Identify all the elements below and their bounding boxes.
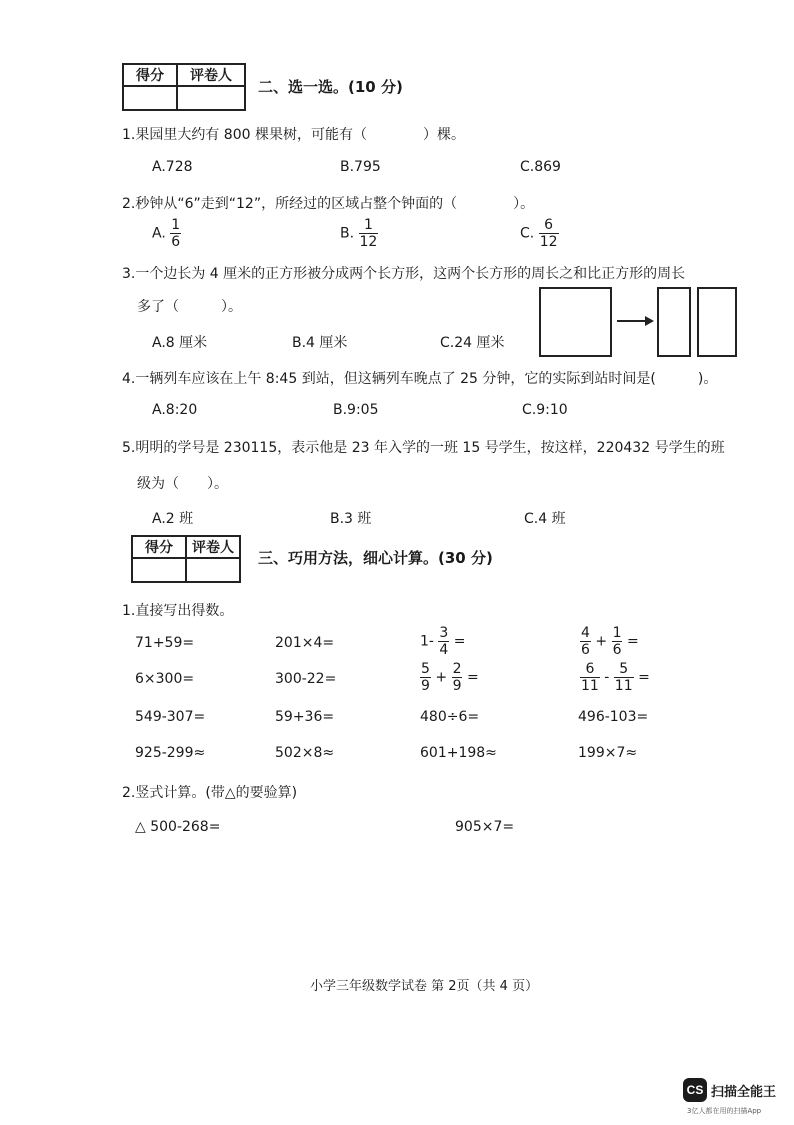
question-1-stem: 1.果园里大约有 800 棵果树，可能有（ ）棵。 [122, 127, 465, 143]
calc-item-fraction [420, 626, 466, 657]
question-2-stem: 2.秒钟从“6”走到“12”，所经过的区域占整个钟面的（ ）。 [122, 196, 535, 212]
vertical-calc-item: 905×7= [455, 819, 515, 835]
question-1-option-b: B.795 [340, 159, 381, 175]
calc-item: 59+36= [275, 709, 335, 725]
score-table-section2 [122, 63, 246, 111]
vertical-calc-item: △ 500-268= [135, 819, 221, 835]
calc-item: 496-103= [578, 709, 649, 725]
question-4-option-a: A.8:20 [152, 402, 198, 418]
operator: - [604, 669, 610, 686]
denominator: 6 [581, 642, 590, 658]
denominator: 11 [614, 678, 633, 694]
fraction [420, 662, 431, 693]
denominator: 11 [581, 678, 599, 694]
fraction [614, 662, 634, 693]
calc-item-fraction [580, 626, 639, 657]
question-3-stem-line1: 3.一个边长为 4 厘米的正方形被分成两个长方形，这两个长方形的周长之和比正方形的周长 [122, 266, 686, 282]
question-3-option-b: B.4 厘米 [292, 335, 348, 351]
grader-cell[interactable] [186, 558, 240, 582]
grader-label: 评卷人 [186, 536, 240, 558]
question-5-stem-line1: 5.明明的学号是 230115，表示他是 23 年入学的一班 15 号学生，按这样，220432 号学生的班 [122, 440, 725, 456]
question-5-option-c: C.4 班 [524, 511, 566, 527]
question-5-option-a: A.2 班 [152, 511, 194, 527]
question-1-option-c: C.869 [520, 159, 561, 175]
calc-prefix: 1- [420, 633, 434, 650]
denominator: 6 [612, 642, 622, 658]
calc-item: 6×300= [135, 671, 195, 687]
numerator: 3 [439, 625, 449, 641]
question-2-option-c [520, 218, 559, 249]
fraction [359, 218, 379, 249]
watermark-tagline: 3亿人都在用的扫描App [687, 1107, 762, 1115]
rectangle-figure-right [697, 287, 737, 357]
numerator: 6 [585, 661, 595, 677]
fraction [580, 626, 591, 657]
question-3-option-c: C.24 厘米 [440, 335, 505, 351]
numerator: 5 [619, 661, 629, 677]
camscanner-logo-icon: CS [683, 1078, 707, 1102]
score-label: 得分 [132, 536, 186, 558]
equals-sign: = [453, 633, 466, 650]
score-table-section3 [131, 535, 241, 583]
rectangle-figure-left [657, 287, 691, 357]
grader-cell[interactable] [177, 86, 245, 110]
denominator: 4 [439, 642, 449, 658]
fraction [539, 218, 559, 249]
question-3-stem-line2: 多了（ ）。 [137, 299, 242, 315]
watermark-brand: 扫描全能王 [711, 1085, 777, 1100]
numerator: 1 [612, 625, 622, 641]
calc-item: 549-307= [135, 709, 206, 725]
arrow-right-icon [645, 316, 654, 326]
numerator: 4 [581, 625, 590, 641]
section3-title: 三、巧用方法，细心计算。(30 分) [258, 549, 493, 567]
grader-label: 评卷人 [177, 64, 245, 86]
question-4-stem: 4.一辆列车应该在上午 8:45 到站，但这辆列车晚点了 25 分钟，它的实际到站时间是( )。 [122, 371, 718, 387]
question-1-option-a: A.728 [152, 159, 193, 175]
calc-item: 71+59= [135, 635, 195, 651]
question-4-option-c: C.9:10 [522, 402, 568, 418]
option-prefix: B. [340, 225, 355, 242]
calc-item: 201×4= [275, 635, 335, 651]
fraction [170, 218, 181, 249]
score-cell[interactable] [132, 558, 186, 582]
calc-item: 480÷6= [420, 709, 480, 725]
equals-sign: = [626, 633, 639, 650]
denominator: 9 [421, 678, 430, 694]
denominator: 12 [359, 234, 378, 250]
question-5-option-b: B.3 班 [330, 511, 372, 527]
fraction [580, 662, 600, 693]
denominator: 12 [539, 234, 558, 250]
score-cell[interactable] [123, 86, 177, 110]
equals-sign: = [638, 669, 650, 686]
operator: + [595, 633, 608, 650]
calc-item-fraction [580, 662, 650, 693]
fraction [438, 626, 449, 657]
option-prefix: C. [520, 225, 535, 242]
calc-item: 199×7≈ [578, 745, 638, 761]
denominator: 6 [171, 234, 181, 250]
question-3-option-a: A.8 厘米 [152, 335, 208, 351]
page-footer: 小学三年级数学试卷 第 2页（共 4 页） [310, 979, 539, 994]
square-figure [539, 287, 612, 357]
question-5-stem-line2: 级为（ ）。 [137, 476, 228, 492]
numerator: 1 [171, 217, 181, 233]
option-prefix: A. [152, 225, 166, 242]
section2-title: 二、选一选。(10 分) [258, 78, 403, 96]
question-2-option-b [340, 218, 378, 249]
calc-item-fraction [420, 662, 479, 693]
fraction [452, 662, 463, 693]
section3-q2-title: 2.竖式计算。(带△的要验算) [122, 785, 298, 801]
calc-item: 601+198≈ [420, 745, 497, 761]
calc-item: 925-299≈ [135, 745, 206, 761]
calc-item: 300-22= [275, 671, 337, 687]
numerator: 5 [421, 661, 430, 677]
section3-q1-title: 1.直接写出得数。 [122, 603, 234, 619]
numerator: 2 [452, 661, 462, 677]
numerator: 1 [363, 217, 373, 233]
question-2-option-a [152, 218, 181, 249]
equals-sign: = [466, 669, 479, 686]
score-label: 得分 [123, 64, 177, 86]
question-4-option-b: B.9:05 [333, 402, 379, 418]
fraction [612, 626, 623, 657]
denominator: 9 [452, 678, 462, 694]
numerator: 6 [544, 217, 554, 233]
operator: + [435, 669, 448, 686]
calc-item: 502×8≈ [275, 745, 335, 761]
